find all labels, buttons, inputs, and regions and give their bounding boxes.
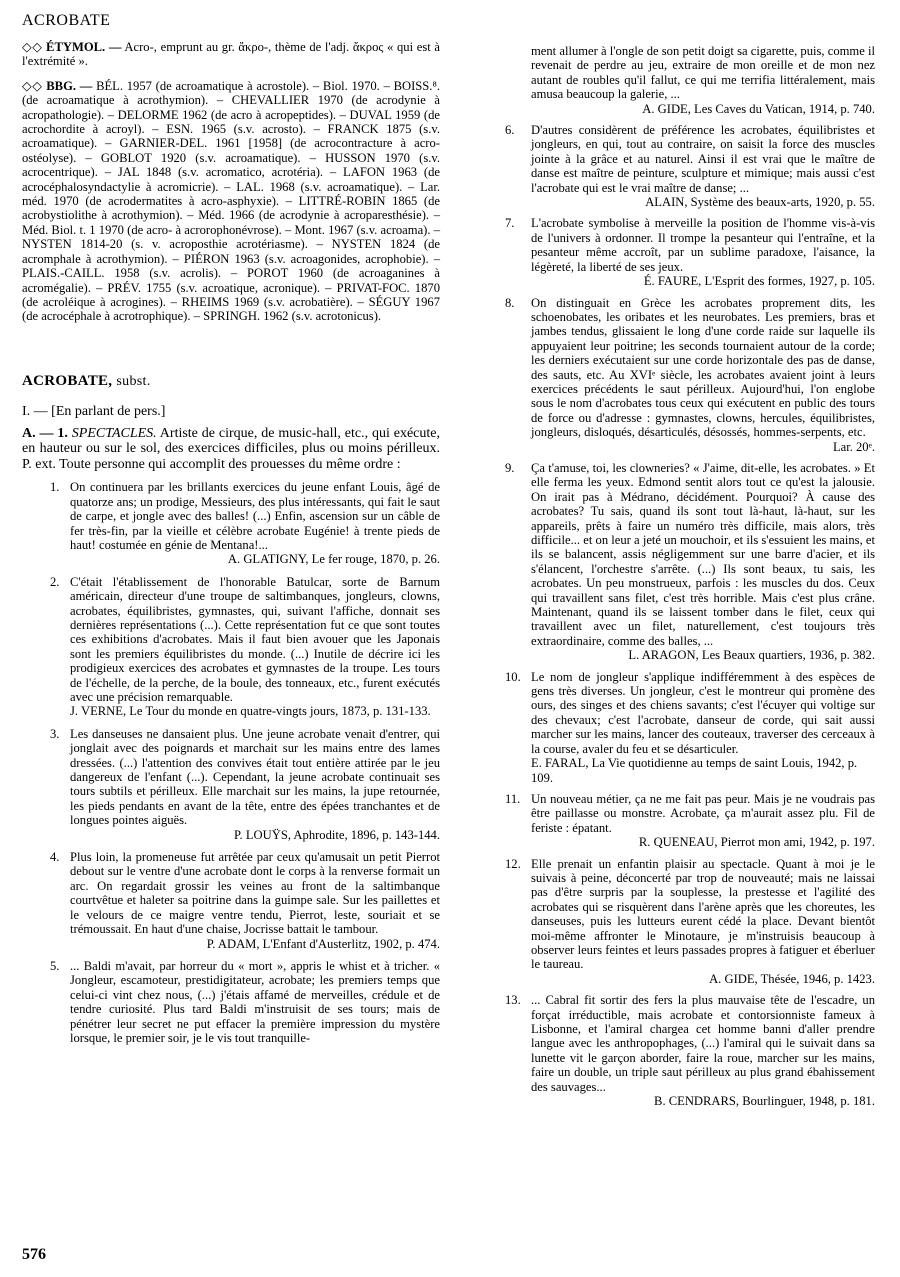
example-text: L'acrobate symbolise à merveille la position de l'homme vis-à-vis de l'univers à ordonner. Il trompe la pesanteur qui l'entraîne, et la pesanteur même accroît, par un sublime paradoxe, l'aisance, la légèreté, la liberté de ses jeux.: [531, 216, 875, 274]
example-number: 11.: [505, 791, 521, 806]
example-number: 2.: [50, 574, 60, 589]
continuation-source: A. GIDE, Les Caves du Vatican, 1914, p. 740.: [642, 101, 875, 116]
example-text: D'autres considèrent de préférence les acrobates, équilibristes et jongleurs, en qui, tout au contraire, on saisit la force des muscles jointe à la grâce et au naturel. Ainsi il est vrai que le maître de danse est maître de peinture, sculpture et mimique; mais aussi c'est l'acrobate qui est le vrai maître de danse; ...: [531, 123, 875, 195]
example-text: ... Cabral fit sortir des fers la plus mauvaise tête de l'escadre, un forçat irréductible, mais acrobate et contorsionniste fameux à Lisbonne, et l'amiral chargea cet homme banni d'aller prendre langue avec les anthropophages, (...) l'amiral qui le suivait dans sa lunette vit le garçon aborder, faire la roue, marcher sur les mains, faire un double, un triple saut périlleux au plus grand ébahissement des sauvages...: [531, 993, 875, 1094]
example-text: Ça t'amuse, toi, les clowneries? « J'aime, dit-elle, les acrobates. » Et elle ferma les yeux. Edmond sentit alors tout ce qu'est la jalousie. On irait pas à Médrano, décidément. Pourquoi? À cause des acrobates? Tu sais, quand ils sont tout là-haut, là-haut, sur les appareils, prêts à faire un numéro très difficile, mais alors, très difficile... et on leur a jeté un mouchoir, et ils s'essuient les mains, et ils se balancent, assis négligemment sur une barre d'acier, et ils s'élancent, l'orchestre s'arrête. (...) Ils sont beaux, tu sais, les acrobates. Un peu monstrueux, parfois : les muscles du dos. Ceux qui travaillent sans filet, c'est très horrible. Mais c'est plus crâne. Maintenant, quand ils se laissent tomber dans le filet, ceux qui travaillent avec un filet, naturellement, c'est toujours très extraordinaire, comme des balles, ...: [531, 460, 875, 648]
example-source: P. ADAM, L'Enfant d'Austerlitz, 1902, p. 474.: [206, 936, 440, 951]
running-head: ACROBATE: [22, 12, 111, 29]
example: [493, 857, 875, 987]
example-text: Le nom de jongleur s'applique indifféremment à des espèces de gens très diverses. Un jongleur, c'est le montreur qui promène des ours, des singes et des chiens savants; c'est l'écuyer qui voltige sur des chevaux; c'est l'acrobate, danseur de corde, qui sait aussi marcher sur les mains, lancer des couteaux, traverser des cerceaux à la course, avaler du feu et se désarticuler.: [531, 669, 875, 756]
example: [22, 480, 440, 566]
example-text: Plus loin, la promeneuse fut arrêtée par ceux qu'amusait un petit Pierrot debout sur le ventre d'une acrobate dont le corps à la renverse formait un arc. On regardait grossir les veines au front de la saltimbanque courtvêtue et haleter sa poitrine dans la guimpe sale. Sur les paillettes et le velours de ce maigre ventre tendu, Pierrot, leste, souriait et se trémoussait. En haut d'une chaise, Jocrisse battait le tambour.: [70, 850, 440, 937]
etymology-text: Acro-, emprunt au gr. ἄκρο-, thème de l'adj. ἄκρος « qui est à l'extrémité ».: [22, 40, 440, 69]
example-number: 7.: [505, 216, 515, 231]
example-continuation: [493, 44, 875, 116]
example-source: P. LOUŸS, Aphrodite, 1896, p. 143-144.: [233, 827, 440, 842]
example-source: Lar. 20ᵉ.: [832, 439, 875, 454]
example: [493, 792, 875, 850]
example-text: Elle prenait un enfantin plaisir au spectacle. Quant à moi je le suivais à peine, déconcerté par trop de nouveauté; mais ne laissai pas d'être surpris par la souplesse, la prestesse et l'agilité des acrobates qui se risquèrent dans l'arène après que les choreutes, les danseuses, puis les lutteurs eurent cédé la place. Devant bientôt moi-même affronter le Minotaure, je m'instruisis beaucoup à observer leurs feintes et leurs passades propres à fatiguer et éberluer le taureau.: [531, 856, 875, 972]
part-of-speech: subst.: [116, 373, 151, 389]
example: [493, 296, 875, 454]
example: [493, 993, 875, 1108]
example-text: On continuera par les brillants exercices du jeune enfant Louis, âgé de quatorze ans; un prodige, Messieurs, des plus intéressants, qui fait le saut de carpe, et jongle avec des balles! (...) Enfin, ascension sur un câble de fer très-fin, par la vieille et célèbre acrobate Eugénie! à trente pieds de haut! costumée en génie de Mentana!...: [70, 480, 440, 552]
example: [493, 670, 875, 785]
division-a: [22, 426, 440, 473]
division-a-domain: SPECTACLES.: [71, 425, 157, 441]
example-source: R. QUENEAU, Pierrot mon ami, 1942, p. 197.: [638, 835, 875, 850]
example: [493, 216, 875, 288]
division-i: I. — [En parlant de pers.]: [22, 404, 166, 420]
bibliography-label: ◇◇ BBG. —: [22, 78, 93, 93]
example: [493, 461, 875, 663]
example-source: L. ARAGON, Les Beaux quartiers, 1936, p. 382.: [628, 648, 875, 663]
bibliography-text: BÉL. 1957 (de acroamatique à acrostole). – Biol. 1970. – BOISS.⁸. (de acroamatique à acrothymion). – CHEVALLIER 1970 (de acrodynie à acropathologie). – DELORME 1962 (de acro à acropeptides). – DUVAL 1959 (de acrochordite à acroyl). – ESN. 1965 (s.v. acrosto). – FRANCK 1875 (s.v. acroamatique). – GARNIER-DEL. 1961 [1958] (de acrocontracture à acro-ostéolyse). – GOBLOT 1920 (s.v. acroamatique). – HUSSON 1970 (s.v. acrocentrique). – JAL 1848 (s.v. acromatico, acrotéria). – LAFON 1963 (de acrocéphalosyndactylie à acromicrie). – LAL. 1968 (s.v. acroamatique). – Lar. méd. 1970 (de acrodermatites à acro-asphyxie). – LITTRÉ-ROBIN 1865 (de acrobystiolithe à acrothymion). – Méd. 1966 (de acrodynie à acroparesthésie). – Méd. Biol. t. 1 1970 (de acro- à acrorophonévrose). – Mont. 1967 (s.v. acroama). – NYSTEN 1814-20 (s. v. acroposthie acrotériasme). – NYSTEN 1824 (de acromphale à acrothymion). – PIÉRON 1963 (s.v. acroagonides, acrophobie). – PLAIS.-CAILL. 1958 (s.v. acrolis). – POROT 1960 (de acroaganines à acromégalie). – PRÉV. 1755 (s.v. acroatique, acronique). – PRIVAT-FOC. 1870 (de acroléique à acrogines). – RHEIMS 1969 (s.v. acrobatière). – SÉGUY 1967 (de acrocéphale à acrotrophique). – SPRINGH. 1962 (s.v. acrotonicus).: [22, 78, 440, 324]
example: [22, 727, 440, 842]
example: [493, 123, 875, 209]
example-source: J. VERNE, Le Tour du monde en quatre-vingts jours, 1873, p. 131-133.: [70, 704, 431, 719]
example-number: 8.: [505, 295, 515, 310]
division-a-label: A. — 1.: [22, 425, 68, 441]
left-column: [22, 40, 440, 1045]
example-source: A. GIDE, Thésée, 1946, p. 1423.: [709, 971, 875, 986]
page-number: 576: [22, 1246, 46, 1263]
example-number: 12.: [505, 856, 521, 871]
example: [22, 575, 440, 719]
example-source: A. GLATIGNY, Le fer rouge, 1870, p. 26.: [227, 552, 440, 567]
example-text: Un nouveau métier, ça ne me fait pas peur. Mais je ne voudrais pas être paillasse ou monstre. Acrobate, ça m'aurait assez plu. Fil de feriste : épatant.: [531, 791, 875, 835]
continuation-text: ment allumer à l'ongle de son petit doigt sa cigarette, puis, comme il revenait de perdre au jeu, extraire de mon oreille et de mon nez autant de roubles qu'il fallut, ce qui me terrifia littéralement, mais amusa beaucoup la galerie, ...: [531, 44, 875, 102]
definition: Artiste de cirque, de music-hall, etc., qui exécute, en hauteur ou sur le sol, des exercices difficiles, plus ou moins périlleux. P. ext. Toute personne qui accomplit des prouesses du même ordre :: [22, 425, 441, 472]
right-column: [493, 44, 875, 1108]
example-text: ... Baldi m'avait, par horreur du « mort », appris le whist et à tricher. « Jongleur, escamoteur, prestidigitateur, acrobate; les premiers temps que celui-ci vint chez nous, (...) j'étais affamé de merveilles, crédule et de tendre curiosité. Plus tard Baldi m'instruisit de ses tours; mais de pénétrer leur secret ne put effacer la première impression du mystère lorsque, le premier soir, je le vis tout tranquille-: [70, 958, 440, 1045]
example-text: C'était l'établissement de l'honorable Batulcar, sorte de Barnum américain, directeur d'une troupe de saltimbanques, jongleurs, clowns, acrobates, équilibristes, gymnastes, qui, suivant l'affiche, donnait ses dernières représentations (...). Cette représentation fut ce que sont toutes ces exhibitions d'acrobates. Mais il faut bien avouer que les Japonais sont les premiers équilibristes du monde. (...) Inutile de décrire ici les prodigieux exercices des acrobates et gymnastes de la troupe. Les tours de l'échelle, de la perche, de la boule, des tonneaux, etc., furent exécutés avec une précision remarquable.: [70, 574, 440, 704]
example-number: 9.: [505, 460, 515, 475]
example-source: B. CENDRARS, Bourlinguer, 1948, p. 181.: [654, 1094, 875, 1109]
example-number: 10.: [505, 669, 521, 684]
example-number: 13.: [505, 993, 521, 1008]
example: [22, 959, 440, 1045]
example-number: 1.: [50, 480, 60, 495]
headword: ACROBATE,: [22, 372, 113, 389]
etymology-section: [22, 40, 440, 69]
example-number: 6.: [505, 123, 515, 138]
example-source: ALAIN, Système des beaux-arts, 1920, p. 55.: [645, 195, 875, 210]
example: [22, 850, 440, 951]
example-text: Les danseuses ne dansaient plus. Une jeune acrobate venait d'entrer, qui jonglait avec des poignards et marchait sur les mains entre des lames dressées. (...) l'attention des convives était tout entière attirée par le jeu dangereux de l'enfant (...). Cependant, la jeune acrobate continuait ses tours subtils et périlleux. Elle marchait sur les mains, la jupe retournée, les pieds pendants en avant de la tête, entre des épées tranchantes et de longues pointes aiguës.: [70, 726, 440, 828]
example-source: E. FARAL, La Vie quotidienne au temps de saint Louis, 1942, p. 109.: [531, 756, 858, 785]
example-number: 5.: [50, 958, 60, 973]
example-source: É. FAURE, L'Esprit des formes, 1927, p. 105.: [643, 274, 875, 289]
example-number: 3.: [50, 726, 60, 741]
example-text: On distinguait en Grèce les acrobates proprement dits, les schoenobates, les oribates et les neurobates. Les premiers, bras et jambes tendus, glissaient le long d'une corde raide sur laquelle ils appuyaient leur poitrine; les seconds tournaient autour de la corde; les derniers exécutaient sur une corde horizontale des pas de danse, des sauts, etc. Au XVIᵉ siècle, les acrobates avaient joint à leurs exercices précédents le saut périlleux. Aujourd'hui, l'on englobe sous le nom d'acrobates tous ceux qui exécutent en public des tours de force ou d'adresse : gymnastes, clowns, hercules, équilibristes, jongleurs, disloqués, désarticulés, désossés, hommes-serpents, etc.: [531, 295, 875, 440]
entry-headword: [22, 374, 440, 389]
etymology-label: ◇◇ ÉTYMOL. —: [22, 40, 122, 54]
example-number: 4.: [50, 850, 60, 865]
bibliography-section: [22, 79, 440, 324]
